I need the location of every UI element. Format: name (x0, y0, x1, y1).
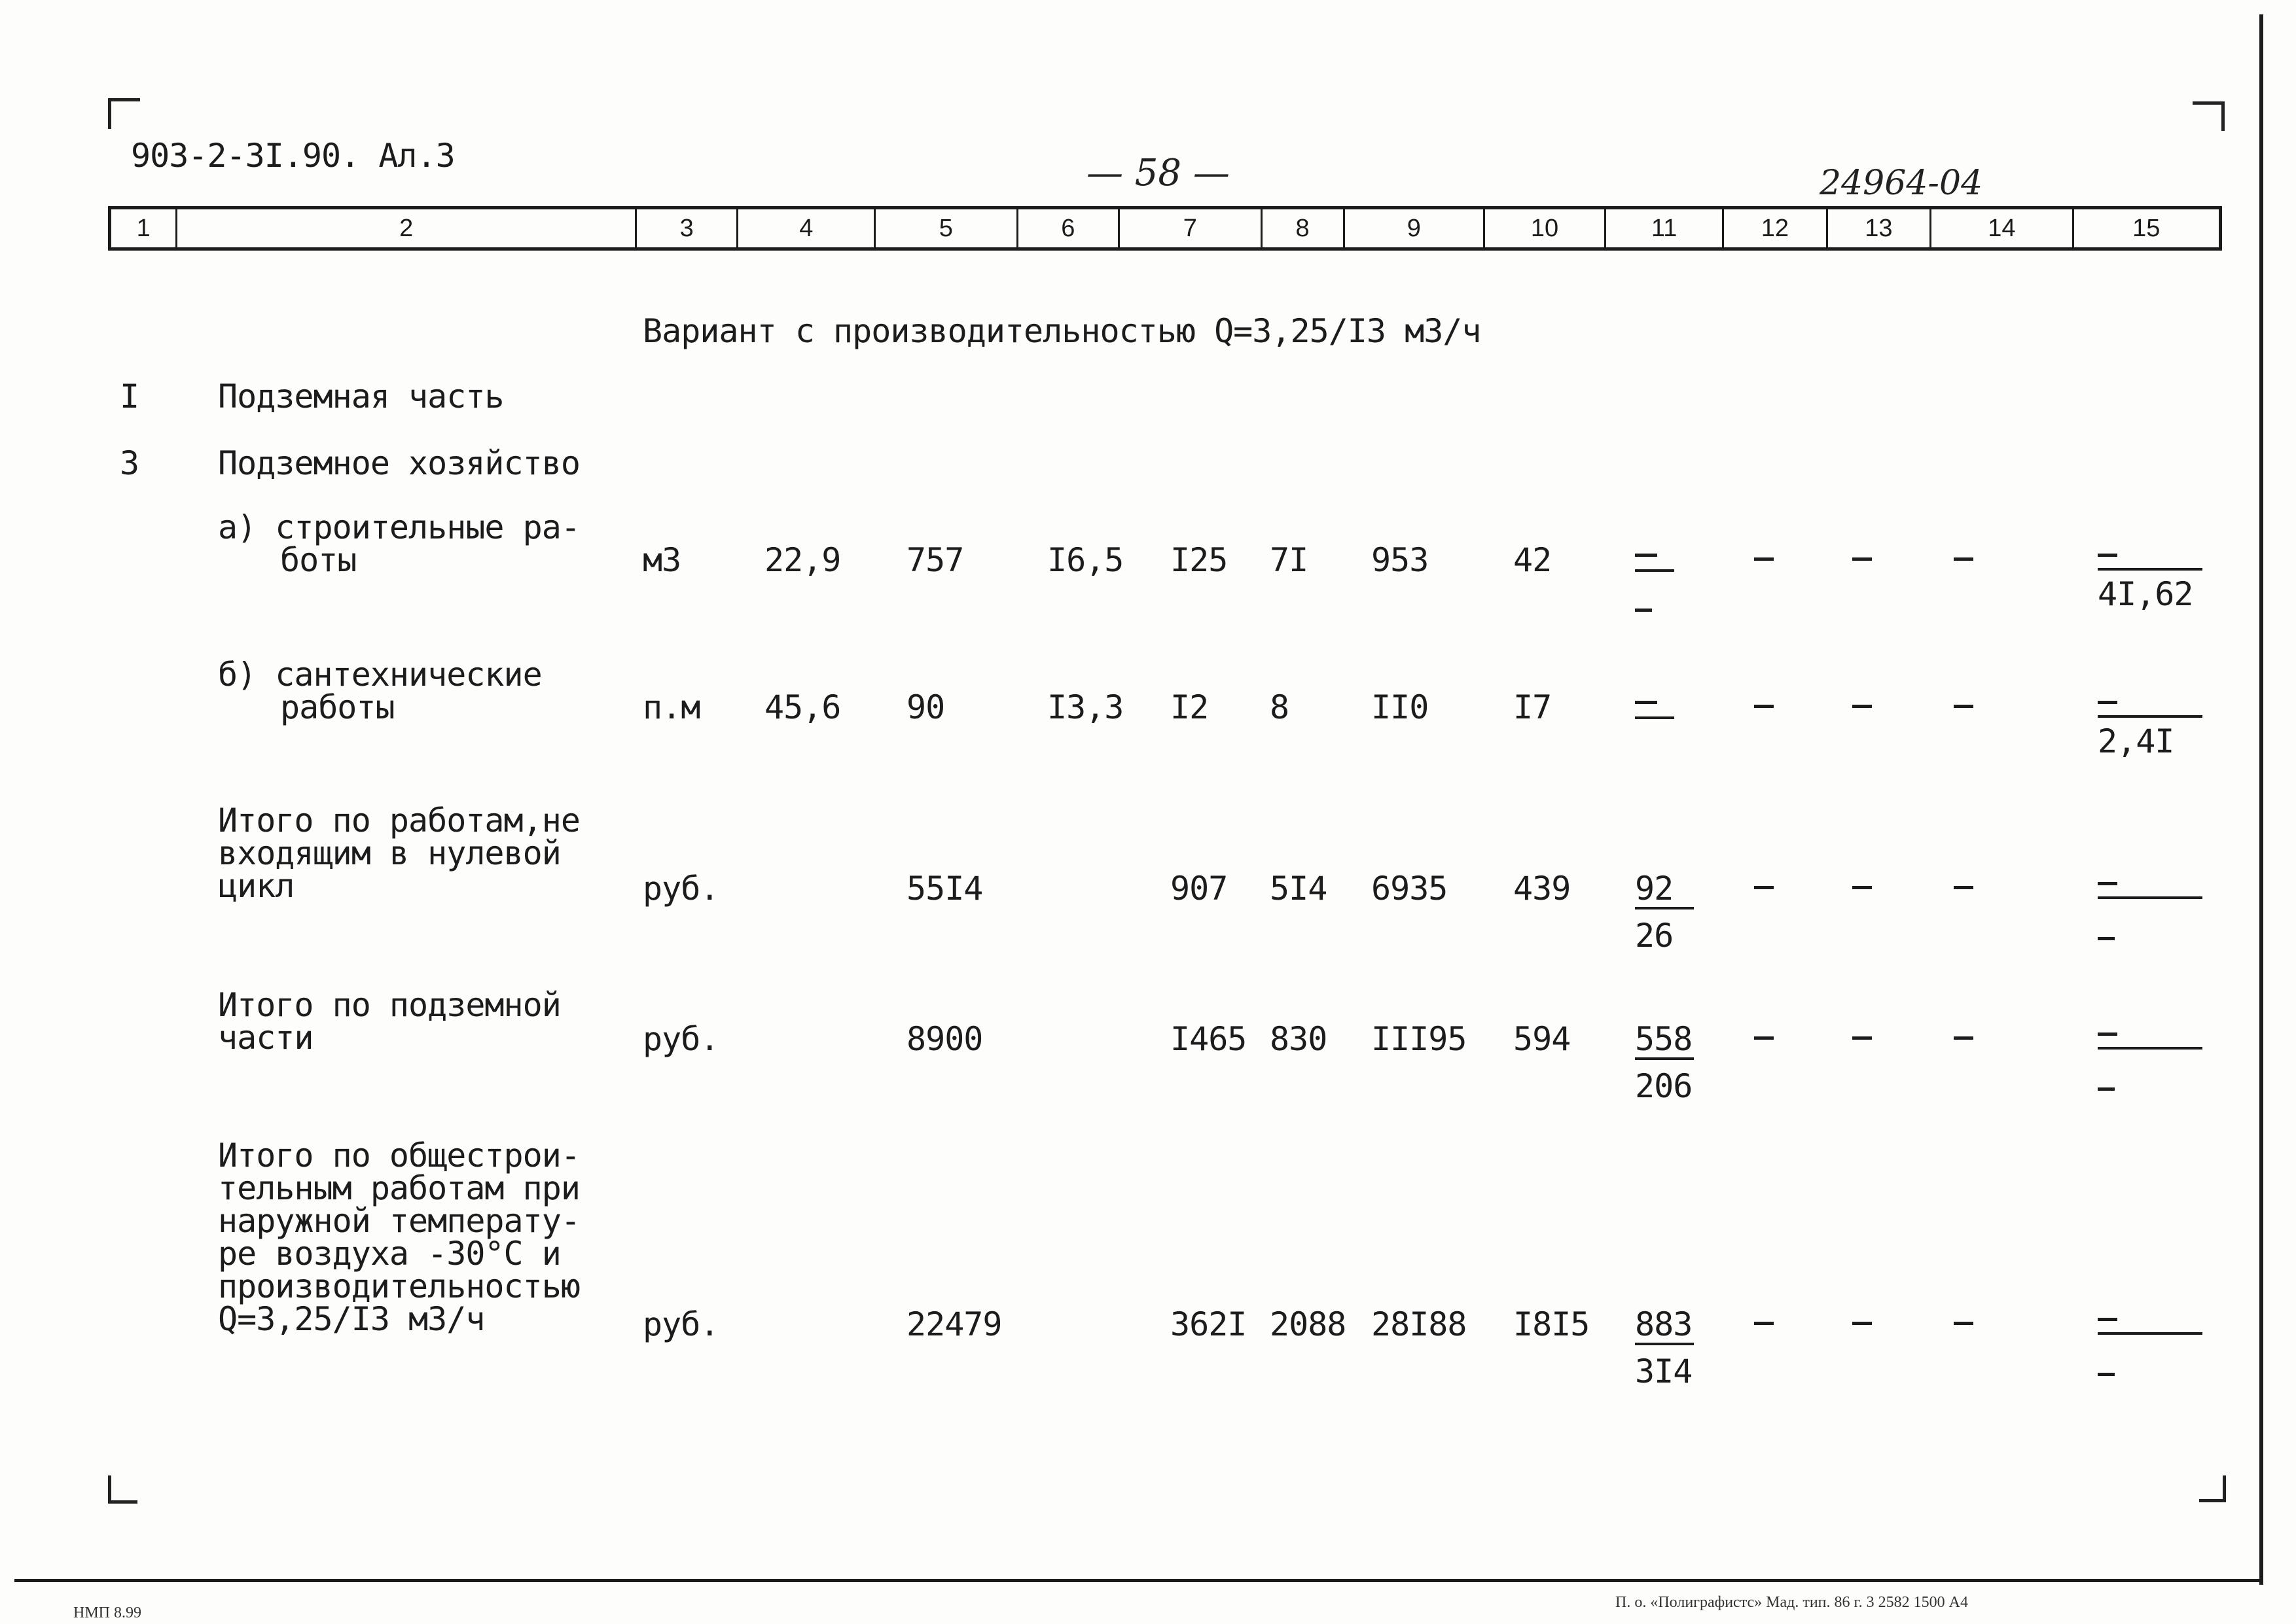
row-value-col6: I3,3 (1047, 688, 1124, 726)
col11-bottom-value: 3I4 (1635, 1352, 1693, 1390)
row-value-col8: 8 (1270, 688, 1289, 726)
col15-dash-top (2098, 882, 2117, 885)
row-value-col7: I465 (1170, 1020, 1247, 1058)
column-number-cell: 13 (1828, 209, 1931, 247)
col13-dash (1852, 705, 1872, 708)
col13-dash (1852, 1036, 1872, 1040)
row-name-line: Итого по общестрои- (218, 1137, 580, 1174)
row-value-col7: I25 (1170, 541, 1228, 579)
section-number: 3 (120, 444, 139, 482)
row-value-col9: 953 (1371, 541, 1429, 579)
row-value-col10: 594 (1513, 1020, 1571, 1058)
row-value-col8: 5I4 (1270, 870, 1327, 908)
footer-form-code: НМП 8.99 (73, 1604, 142, 1621)
row-value-col10: I8I5 (1513, 1305, 1590, 1343)
column-number-cell: 10 (1485, 209, 1606, 247)
col12-dash (1754, 1036, 1774, 1040)
row-name-line: Итого по подземной (218, 986, 561, 1024)
row-value-col9: II0 (1371, 688, 1429, 726)
row-unit: руб. (643, 870, 719, 908)
col12-dash (1754, 705, 1774, 708)
footer-printer-note: П. о. «Полиграфистс» Мад. тип. 86 г. 3 2582 1500 А4 (1615, 1594, 1968, 1611)
column-number-cell: 7 (1120, 209, 1262, 247)
row-name-line: ре воздуха -30°С и (218, 1235, 561, 1273)
column-number-cell: 8 (1263, 209, 1345, 247)
corner-bottom-left (108, 1475, 137, 1504)
column-number-cell: 3 (637, 209, 739, 247)
col11-top-value: 558 (1635, 1020, 1693, 1058)
col11-bottom-value: 206 (1635, 1067, 1693, 1105)
corner-top-left (108, 98, 140, 129)
col12-dash (1754, 557, 1774, 561)
row-unit: м3 (643, 541, 681, 579)
row-value-col5: 757 (906, 541, 964, 579)
bottom-border-line (14, 1579, 2263, 1582)
section-title: Подземное хозяйство (218, 444, 580, 482)
col11-dash-top (1635, 554, 1657, 557)
col11-fraction-line (1635, 1343, 1694, 1345)
variant-title: Вариант с производительностью Q=3,25/I3 м3/ч (643, 312, 1481, 350)
col15-dash-bottom (2098, 1373, 2115, 1376)
row-value-col4: 22,9 (764, 541, 841, 579)
row-name-line: Q=3,25/I3 м3/ч (218, 1300, 485, 1338)
row-value-col10: 42 (1513, 541, 1552, 579)
row-name-line: б) сантехнические (218, 656, 542, 694)
col13-dash (1852, 557, 1872, 561)
column-number-cell: 6 (1018, 209, 1121, 247)
corner-top-right (2193, 101, 2225, 131)
col13-dash (1852, 886, 1872, 889)
col13-dash (1852, 1322, 1872, 1325)
col11-dash-bottom (1635, 609, 1652, 612)
right-border-line (2259, 14, 2263, 1585)
row-name-line: Итого по работам,не (218, 802, 580, 839)
row-value-col8: 2088 (1270, 1305, 1346, 1343)
col11-fraction-line (1635, 716, 1674, 719)
col15-bottom-value: 4I,62 (2098, 575, 2193, 613)
corner-bottom-right (2199, 1475, 2226, 1502)
row-name-line: входящим в нулевой (218, 834, 561, 872)
row-value-col5: 22479 (906, 1305, 1002, 1343)
column-number-cell: 5 (876, 209, 1018, 247)
col15-dash-top (2098, 701, 2117, 704)
row-value-col8: 830 (1270, 1020, 1327, 1058)
col11-fraction-line (1635, 569, 1674, 572)
column-number-cell: 12 (1724, 209, 1827, 247)
column-number-cell: 15 (2132, 214, 2161, 242)
col14-dash (1954, 705, 1973, 708)
document-code: 903-2-3I.90. Ал.3 (131, 137, 455, 175)
col14-dash (1954, 1036, 1973, 1040)
col15-dash-bottom (2098, 1087, 2115, 1091)
row-value-col7: 907 (1170, 870, 1228, 908)
column-number-cell: 1 (111, 209, 177, 247)
row-name-line: работы (280, 688, 395, 726)
col11-bottom-value: 26 (1635, 917, 1674, 955)
col15-dash-top (2098, 1033, 2117, 1036)
row-name-line: цикл (218, 867, 295, 905)
col15-dash-top (2098, 1318, 2117, 1321)
row-value-col9: 6935 (1371, 870, 1448, 908)
section-number: I (120, 378, 139, 415)
row-value-col10: I7 (1513, 688, 1552, 726)
row-name-line: боты (280, 541, 357, 579)
column-number-strip (108, 206, 2222, 251)
row-value-col8: 7I (1270, 541, 1308, 579)
col12-dash (1754, 886, 1774, 889)
row-value-col5: 8900 (906, 1020, 983, 1058)
row-value-col9: 28I88 (1371, 1305, 1467, 1343)
row-name-line: наружной температу- (218, 1202, 580, 1240)
row-unit: руб. (643, 1020, 719, 1058)
col14-dash (1954, 886, 1973, 889)
column-number-cell: 11 (1606, 209, 1724, 247)
row-value-col7: 362I (1170, 1305, 1247, 1343)
column-number-cell: 9 (1345, 209, 1486, 247)
col11-top-value: 92 (1635, 870, 1674, 908)
col14-dash (1954, 557, 1973, 561)
col15-fraction-line (2098, 568, 2202, 571)
row-unit: руб. (643, 1305, 719, 1343)
row-value-col5: 55I4 (906, 870, 983, 908)
row-value-col6: I6,5 (1047, 541, 1124, 579)
column-number-cell: 2 (177, 209, 637, 247)
col11-fraction-line (1635, 1057, 1694, 1060)
column-number-cell: 4 (738, 209, 876, 247)
page-number: — 58 — (1086, 152, 1230, 194)
row-value-col7: I2 (1170, 688, 1209, 726)
column-number-cell: 14 (1931, 209, 2073, 247)
row-unit: п.м (643, 688, 700, 726)
row-value-col4: 45,6 (764, 688, 841, 726)
col15-bottom-value: 2,4I (2098, 722, 2174, 760)
col15-fraction-line (2098, 1332, 2202, 1335)
col11-fraction-line (1635, 907, 1694, 909)
col11-top-value: 883 (1635, 1305, 1693, 1343)
row-value-col10: 439 (1513, 870, 1571, 908)
row-name-line: производительностью (218, 1267, 580, 1305)
col11-dash-top (1635, 701, 1657, 704)
row-value-col9: III95 (1371, 1020, 1467, 1058)
row-name-line: а) строительные ра- (218, 508, 580, 546)
col12-dash (1754, 1322, 1774, 1325)
col15-dash-bottom (2098, 937, 2115, 940)
col14-dash (1954, 1322, 1973, 1325)
section-title: Подземная часть (218, 378, 504, 415)
row-name-line: части (218, 1019, 314, 1057)
row-name-line: тельным работам при (218, 1169, 580, 1207)
col15-dash-top (2098, 554, 2117, 557)
col15-fraction-line (2098, 715, 2202, 718)
archive-stamp-number: 24964-04 (1820, 164, 1983, 203)
col15-fraction-line (2098, 1047, 2202, 1050)
row-value-col5: 90 (906, 688, 945, 726)
col15-fraction-line (2098, 896, 2202, 899)
